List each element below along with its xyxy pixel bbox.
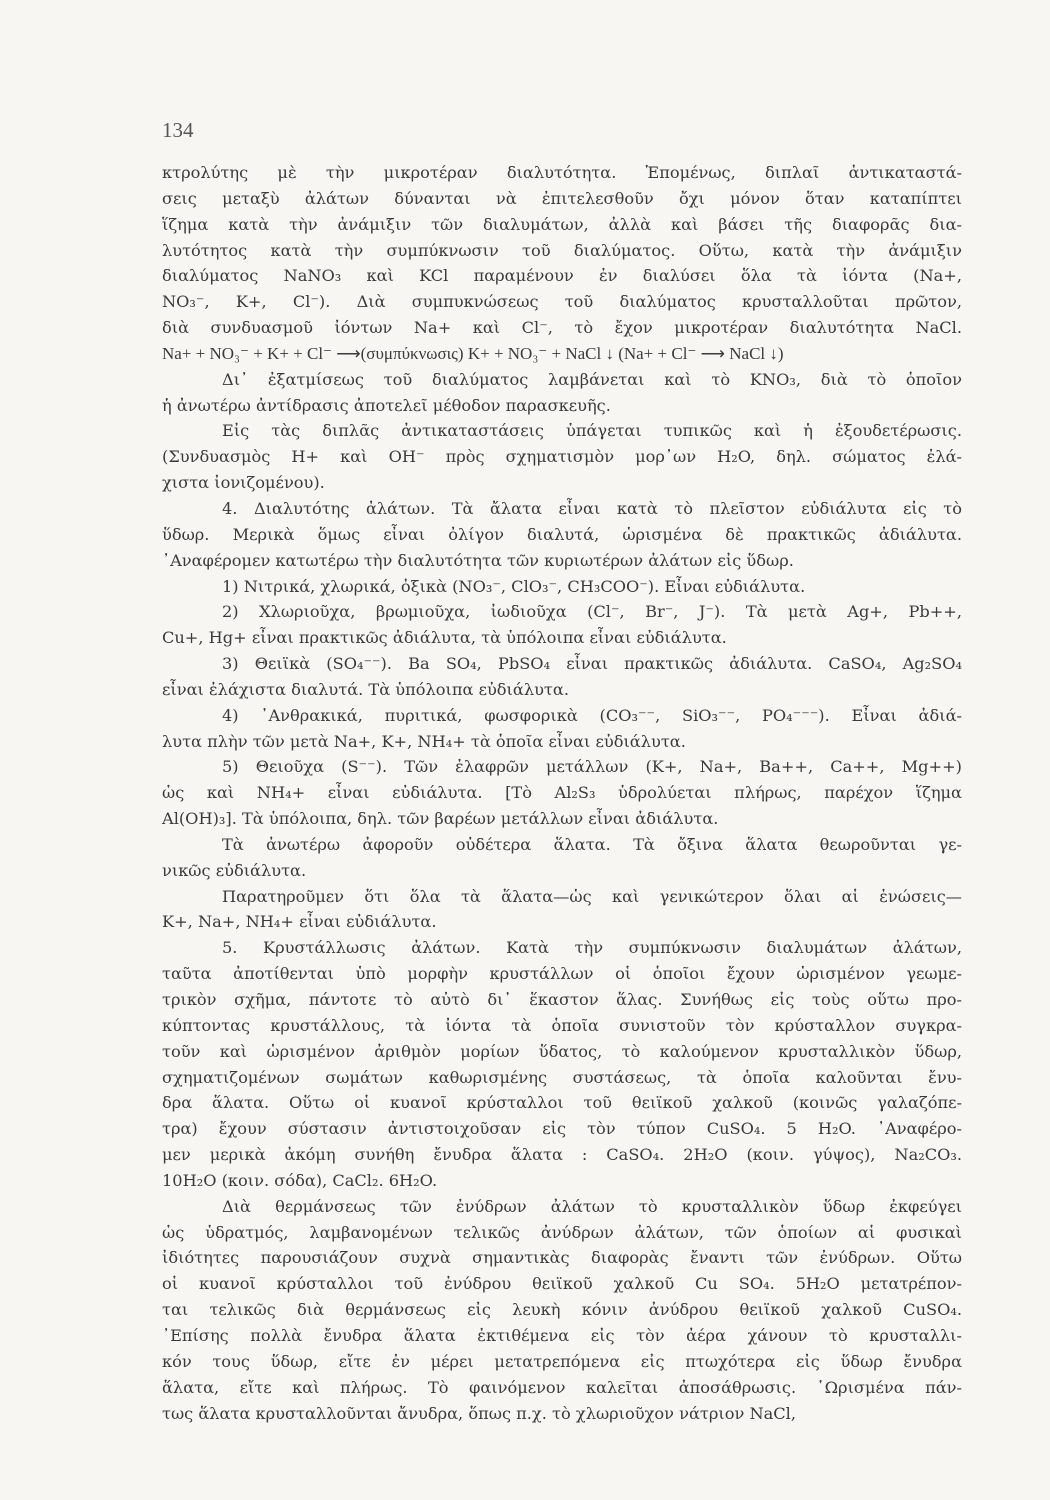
text-line: τως ἅλατα κρυσταλλοῦνται ἄνυδρα, ὅπως π.χ. τὸ χλωριοῦχον νάτριον NaCl, <box>162 1403 796 1423</box>
text-line: χιστα ἰονιζομένου). <box>162 473 325 493</box>
text-line: νικῶς εὐδιάλυτα. <box>162 860 307 880</box>
text-line: NO₃⁻, K+, Cl⁻). Διὰ συμπυκνώσεως τοῦ διαλύματος κρυσταλλοῦται πρῶτον, <box>162 292 962 312</box>
text-line: Δι᾿ ἐξατμίσεως τοῦ διαλύματος λαμβάνεται καὶ τὸ KNO₃, διὰ τὸ ὁποῖον <box>222 369 962 389</box>
text-line: ᾿Επίσης πολλὰ ἔνυδρα ἅλατα ἐκτιθέμενα εἰς τὸν ἀέρα χάνουν τὸ κρυσταλλι- <box>162 1325 962 1345</box>
text-line: διαλύματος NaNO₃ καὶ KCl παραμένουν ἐν διαλύσει ὅλα τὰ ἰόντα (Na+, <box>162 266 962 286</box>
text-line: δρα ἅλατα. Οὕτω οἱ κυανοῖ κρύσταλλοι τοῦ θειϊκοῦ χαλκοῦ (κοινῶς γαλαζόπε- <box>162 1093 962 1113</box>
text-line: ἵζημα κατὰ τὴν ἀνάμιξιν τῶν διαλυμάτων, ἀλλὰ καὶ βάσει τῆς διαφορᾶς δια- <box>162 214 962 234</box>
text-line: 5) Θειοῦχα (S⁻⁻). Τῶν ἐλαφρῶν μετάλλων (K+, Na+, Ba++, Ca++, Mg++) <box>222 757 962 777</box>
text-line: (Συνδυασμὸς H+ καὶ OH⁻ πρὸς σχηματισμὸν μορ᾿ων H₂O, δηλ. σώματος ἐλά- <box>162 447 962 467</box>
text-line: ἰδιότητες παρουσιάζουν συχνὰ σημαντικὰς διαφορὰς ἔναντι τῶν ἐνύδρων. Οὕτω <box>162 1248 962 1268</box>
page-number: 134 <box>162 118 194 142</box>
text-line: 4) ᾿Ανθρακικά, πυριτικά, φωσφορικὰ (CO₃⁻⁻, SiO₃⁻⁻, PO₄⁻⁻⁻). Εἶναι ἀδιά- <box>222 705 962 725</box>
text-line: ὡς ὑδρατμός, λαμβανομένων τελικῶς ἀνύδρων ἀλάτων, τῶν ὁποίων αἱ φυσικαὶ <box>162 1222 962 1242</box>
body-text <box>162 160 962 1426</box>
text-line: Cu+, Hg+ εἶναι πρακτικῶς ἀδιάλυτα, τὰ ὑπόλοιπα εἶναι εὐδιάλυτα. <box>162 628 727 648</box>
text-line: 3) Θειϊκὰ (SO₄⁻⁻). Ba SO₄, PbSO₄ εἶναι πρακτικῶς ἀδιάλυτα. CaSO₄, Ag₂SO₄ <box>222 654 962 674</box>
text-line: Παρατηροῦμεν ὅτι ὅλα τὰ ἅλατα—ὡς καὶ γενικώτερον ὅλαι αἱ ἑνώσεις— <box>222 886 962 906</box>
text-line: τρικὸν σχῆμα, πάντοτε τὸ αὐτὸ δι᾿ ἕκαστον ἅλας. Συνήθως εἰς τοὺς οὕτω προ- <box>162 990 962 1009</box>
text-line: κτρολύτης μὲ τὴν μικροτέραν διαλυτότητα. Ἑπομένως, διπλαῖ ἀντικαταστά- <box>162 163 962 182</box>
text-line: λυτα πλὴν τῶν μετὰ Na+, K+, NH₄+ τὰ ὁποῖα εἶναι εὐδιάλυτα. <box>162 731 686 751</box>
text-line: μεν μερικὰ ἀκόμη συνήθη ἔνυδρα ἅλατα : CaSO₄. 2H₂O (κοιν. γύψος), Na₂CO₃. <box>162 1145 962 1165</box>
text-line: εἶναι ἐλάχιστα διαλυτά. Τὰ ὑπόλοιπα εὐδιάλυτα. <box>162 679 569 699</box>
text-line: ὕδωρ. Μερικὰ ὅμως εἶναι ὀλίγον διαλυτά, ὡρισμένα δὲ πρακτικῶς ἀδιάλυτα. <box>162 524 962 544</box>
text-line: Διὰ θερμάνσεως τῶν ἐνύδρων ἀλάτων τὸ κρυσταλλικὸν ὕδωρ ἐκφεύγει <box>222 1196 962 1216</box>
text-line: διὰ συνδυασμοῦ ἰόντων Na+ καὶ Cl⁻, τὸ ἔχον μικροτέραν διαλυτότητα NaCl. <box>162 318 962 338</box>
text-line: Al(OH)₃]. Τὰ ὑπόλοιπα, δηλ. τῶν βαρέων μετάλλων εἶναι ἀδιάλυτα. <box>162 809 719 829</box>
text-line: 2) Χλωριοῦχα, βρωμιοῦχα, ἰωδιοῦχα (Cl⁻, Br⁻, J⁻). Τὰ μετὰ Ag+, Pb++, <box>222 602 962 622</box>
text-line: ται τελικῶς διὰ θερμάνσεως εἰς λευκὴ κόνιν ἀνύδρου θειϊκοῦ χαλκοῦ CuSO₄. <box>162 1300 962 1320</box>
text-line: 1) Νιτρικά, χλωρικά, ὀξικὰ (NO₃⁻, ClO₃⁻, CH₃COO⁻). Εἶναι εὐδιάλυτα. <box>222 576 806 596</box>
text-line: K+, Na+, NH₄+ εἶναι εὐδιάλυτα. <box>162 912 437 932</box>
text-line: τρα) ἔχουν σύστασιν ἀντιστοιχοῦσαν εἰς τὸν τύπον CuSO₄. 5 H₂O. ᾿Αναφέρο- <box>162 1119 962 1139</box>
text-line: ὡς καὶ NH₄+ εἶναι εὐδιάλυτα. [Τὸ Al₂S₃ ὑδρολύεται πλήρως, παρέχον ἵζημα <box>162 783 962 803</box>
text-line: ἡ ἀνωτέρω ἀντίδρασις ἀποτελεῖ μέθοδον παρασκευῆς. <box>162 395 611 415</box>
text-line: κύπτοντας κρυστάλλους, τὰ ἰόντα τὰ ὁποῖα συνιστοῦν τὸν κρύσταλλον συγκρα- <box>162 1015 962 1035</box>
text-line: σχηματιζομένων σωμάτων καθωρισμένης συστάσεως, τὰ ὁποῖα καλοῦνται ἔνυ- <box>162 1067 962 1087</box>
text-line: ᾿Αναφέρομεν κατωτέρω τὴν διαλυτότητα τῶν κυριωτέρων ἀλάτων εἰς ὕδωρ. <box>162 550 794 570</box>
text-line: 5. Κρυστάλλωσις ἀλάτων. Κατὰ τὴν συμπύκνωσιν διαλυμάτων ἀλάτων, <box>222 938 962 958</box>
text-line: Τὰ ἀνωτέρω ἀφοροῦν οὐδέτερα ἅλατα. Τὰ ὄξινα ἅλατα θεωροῦνται γε- <box>222 834 962 854</box>
text-line: 10H₂O (κοιν. σόδα), CaCl₂. 6H₂O. <box>162 1170 438 1190</box>
text-line: ἅλατα, εἴτε καὶ πλήρως. Τὸ φαινόμενον καλεῖται ἀποσάθρωσις. ῾Ωρισμένα πάν- <box>162 1377 962 1397</box>
text-line: Εἰς τὰς διπλᾶς ἀντικαταστάσεις ὑπάγεται τυπικῶς καὶ ἡ ἐξουδετέρωσις. <box>222 421 962 441</box>
text-line: Na+ + NO₃⁻ + K+ + Cl⁻ ⟶(συμπύκνωσις) K+ + NO₃⁻ + NaCl ↓ (Na+ + Cl⁻ ⟶ NaCl ↓) <box>162 343 784 363</box>
text-line: σεις μεταξὺ ἀλάτων δύνανται νὰ ἐπιτελεσθοῦν ὄχι μόνον ὅταν καταπίπτει <box>162 188 962 208</box>
text-line: 4. Διαλυτότης ἀλάτων. Τὰ ἄλατα εἶναι κατὰ τὸ πλεῖστον εὐδιάλυτα εἰς τὸ <box>222 498 962 518</box>
text-line: κόν τους ὕδωρ, εἴτε ἐν μέρει μετατρεπόμενα εἰς πτωχότερα εἰς ὕδωρ ἔνυδρα <box>162 1351 962 1371</box>
text-line: ταῦτα ἀποτίθενται ὑπὸ μορφὴν κρυστάλλων οἱ ὁποῖοι ἔχουν ὡρισμένον γεωμε- <box>162 964 962 984</box>
text-line: οἱ κυανοῖ κρύσταλλοι τοῦ ἐνύδρου θειϊκοῦ χαλκοῦ Cu SO₄. 5H₂O μετατρέπον- <box>162 1274 962 1294</box>
text-line: λυτότητος κατὰ τὴν συμπύκνωσιν τοῦ διαλύματος. Οὕτω, κατὰ τὴν ἀνάμιξιν <box>162 240 962 260</box>
text-line: τοῦν καὶ ὡρισμένον ἀριθμὸν μορίων ὕδατος, τὸ καλούμενον κρυσταλλικὸν ὕδωρ, <box>162 1041 962 1061</box>
